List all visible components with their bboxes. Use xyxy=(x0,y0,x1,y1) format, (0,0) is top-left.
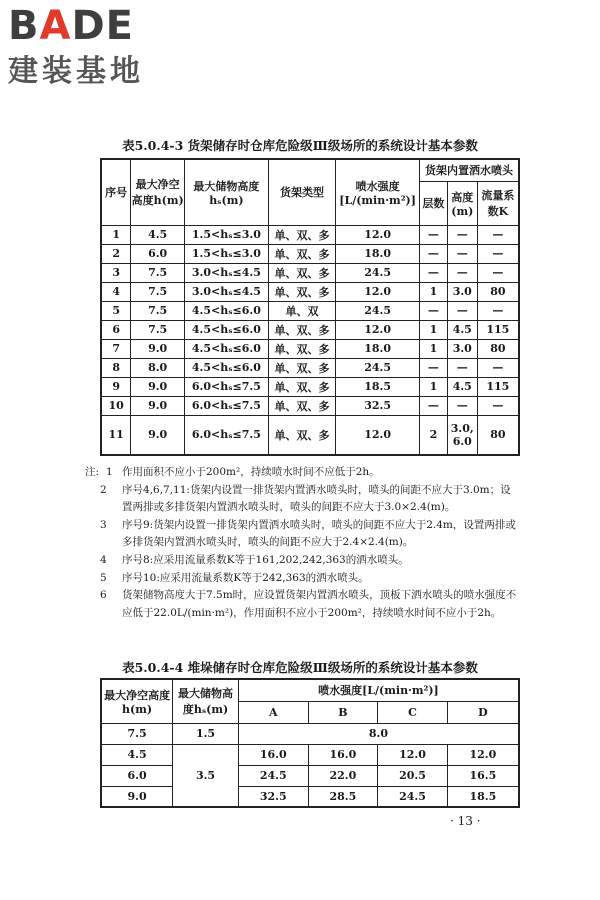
header-k-factor: 流量系数K xyxy=(477,181,519,225)
cell: 9.0 xyxy=(131,415,185,455)
cell: 12.0 xyxy=(336,282,420,301)
table-row xyxy=(101,244,519,263)
cell: — xyxy=(477,244,519,263)
table-row xyxy=(101,744,519,765)
header-rack-type: 货架类型 xyxy=(268,159,335,225)
notes-label: 注: xyxy=(85,466,100,478)
table-row xyxy=(101,225,519,244)
cell: 单、双、多 xyxy=(268,282,335,301)
cell: — xyxy=(420,225,448,244)
cell: — xyxy=(447,225,477,244)
cell: — xyxy=(447,263,477,282)
t2-header-clear-height: 最大净空高度h(m) xyxy=(101,679,173,723)
cell: 2 xyxy=(420,415,448,455)
table-row xyxy=(101,358,519,377)
cell: 6 xyxy=(101,320,131,339)
cell: 11 xyxy=(101,415,131,455)
table-row xyxy=(101,765,519,786)
cell: 16.0 xyxy=(308,744,378,765)
cell: 3.5 xyxy=(173,744,239,807)
cell: 16.5 xyxy=(447,765,519,786)
cell: 1 xyxy=(101,225,131,244)
note-number: 6 xyxy=(100,589,107,602)
cell: 9 xyxy=(101,377,131,396)
cell: 单、双、多 xyxy=(268,320,335,339)
cell: 24.5 xyxy=(336,263,420,282)
note-text: 序号10:应采用流量系数K等于242,363的洒水喷头。 xyxy=(122,571,369,584)
cell: 9.0 xyxy=(131,377,185,396)
cell: 18.0 xyxy=(336,244,420,263)
table-row xyxy=(101,263,519,282)
cell: 6.0<hₛ≤7.5 xyxy=(184,415,268,455)
cell: 12.0 xyxy=(378,744,448,765)
cell: 115 xyxy=(477,320,519,339)
cell: — xyxy=(420,358,448,377)
cell: 10 xyxy=(101,396,131,415)
cell: 4.5<hₛ≤6.0 xyxy=(184,339,268,358)
cell: 4.5 xyxy=(447,320,477,339)
table-row xyxy=(101,301,519,320)
cell: 3.0<hₛ≤4.5 xyxy=(184,282,268,301)
cell: 9.0 xyxy=(131,339,185,358)
note-text: 货架储物高度大于7.5m时，应设置货架内置洒水喷头，顶板下洒水喷头的喷水强度不应低于22.0L/(min·m²)，作用面积不应小于200m²，持续喷水时间不应小于2h。 xyxy=(122,589,517,619)
cell: 80 xyxy=(477,282,519,301)
cell: 1.5<hₛ≤3.0 xyxy=(184,225,268,244)
header-in-rack-sprinkler: 货架内置洒水喷头 xyxy=(420,159,519,181)
cell: 6.0<hₛ≤7.5 xyxy=(184,396,268,415)
cell: 单、双、多 xyxy=(268,225,335,244)
cell: — xyxy=(420,263,448,282)
logo-wordmark: BADE xyxy=(8,3,134,49)
cell: 单、双、多 xyxy=(268,396,335,415)
cell: 单、双、多 xyxy=(268,415,335,455)
cell: 3 xyxy=(101,263,131,282)
cell: — xyxy=(420,244,448,263)
cell: 7 xyxy=(101,339,131,358)
cell: 6.0 xyxy=(131,244,185,263)
cell: 16.0 xyxy=(238,744,308,765)
cell: 8.0 xyxy=(131,358,185,377)
note-item xyxy=(85,464,520,482)
cell: 单、双、多 xyxy=(268,263,335,282)
cell: — xyxy=(477,396,519,415)
cell: — xyxy=(477,225,519,244)
cell: 6.0 xyxy=(101,765,173,786)
note-text: 作用面积不应小于200m²，持续喷水时间不应低于2h。 xyxy=(122,466,380,478)
cell: 单、双、多 xyxy=(268,339,335,358)
note-item xyxy=(100,517,520,552)
cell: — xyxy=(477,263,519,282)
cell: 12.0 xyxy=(336,320,420,339)
cell: 1 xyxy=(420,339,448,358)
cell: 1.5<hₛ≤3.0 xyxy=(184,244,268,263)
cell: 18.0 xyxy=(336,339,420,358)
note-number: 5 xyxy=(100,571,107,584)
cell: 3.0<hₛ≤4.5 xyxy=(184,263,268,282)
note-number: 3 xyxy=(100,518,107,531)
rack-storage-table xyxy=(100,158,520,456)
cell: 3.0 xyxy=(447,282,477,301)
cell: — xyxy=(447,396,477,415)
header-layers: 层数 xyxy=(420,181,448,225)
t2-header-a: A xyxy=(238,701,308,723)
cell: 20.5 xyxy=(378,765,448,786)
cell: — xyxy=(447,244,477,263)
note-text: 序号4,6,7,11:货架内设置一排货架内置洒水喷头时，喷头的间距不应大于3.0m；设置两排或多排货架内置洒水喷头时，喷头的间距不应大于3.0×2.4(m)。 xyxy=(122,483,511,514)
cell: 7.5 xyxy=(131,282,185,301)
cell: 2 xyxy=(101,244,131,263)
cell: — xyxy=(420,396,448,415)
cell: 115 xyxy=(477,377,519,396)
note-number: 2 xyxy=(100,483,107,496)
cell: 1.5 xyxy=(173,723,239,744)
table-row xyxy=(101,282,519,301)
note-number: 1 xyxy=(106,466,113,478)
cell: 24.5 xyxy=(336,358,420,377)
note-item xyxy=(100,570,520,588)
header-intensity: 喷水强度[L/(min·m²)] xyxy=(336,159,420,225)
cell: 9.0 xyxy=(101,786,173,807)
cell: 4.5 xyxy=(131,225,185,244)
cell: 80 xyxy=(477,415,519,455)
cell: 6.0<hₛ≤7.5 xyxy=(184,377,268,396)
cell: — xyxy=(477,358,519,377)
cell: 4.5 xyxy=(101,744,173,765)
cell: 单、双 xyxy=(268,301,335,320)
t2-header-d: D xyxy=(447,701,519,723)
cell: 1 xyxy=(420,320,448,339)
cell: 3.0, 6.0 xyxy=(447,415,477,455)
table-row xyxy=(101,320,519,339)
cell: 18.5 xyxy=(336,377,420,396)
t2-header-intensity: 喷水强度[L/(min·m²)] xyxy=(238,679,519,701)
note-text: 序号9:货架内设置一排货架内置洒水喷头时，喷头的间距不应大于2.4m，设置两排或多排货架内置洒水喷头时，喷头的间距不应大于2.4×2.4(m)。 xyxy=(122,518,516,549)
cell: 32.5 xyxy=(336,396,420,415)
table2-caption: 表5.0.4-4 堆垛储存时仓库危险级Ⅲ级场所的系统设计基本参数 xyxy=(122,660,478,675)
cell: 8 xyxy=(101,358,131,377)
cell: — xyxy=(447,301,477,320)
cell: 8.0 xyxy=(238,723,519,744)
cell: 3.0 xyxy=(447,339,477,358)
bade-logo xyxy=(8,4,144,90)
t2-header-b: B xyxy=(308,701,378,723)
cell: 4.5 xyxy=(447,377,477,396)
t2-header-c: C xyxy=(378,701,448,723)
header-storage-height: 最大储物高度hₛ(m) xyxy=(184,159,268,225)
table1-caption: 表5.0.4-3 货架储存时仓库危险级Ⅲ级场所的系统设计基本参数 xyxy=(122,138,478,153)
note-number: 4 xyxy=(100,553,107,566)
cell: 1 xyxy=(420,377,448,396)
note-item xyxy=(100,587,520,622)
cell: 5 xyxy=(101,301,131,320)
table-row xyxy=(101,396,519,415)
page-number: · 13 · xyxy=(450,814,481,828)
cell: 单、双、多 xyxy=(268,358,335,377)
cell: 24.5 xyxy=(378,786,448,807)
cell: 18.5 xyxy=(447,786,519,807)
table-row xyxy=(101,415,519,455)
table-row xyxy=(101,786,519,807)
cell: 32.5 xyxy=(238,786,308,807)
cell: — xyxy=(477,301,519,320)
cell: 单、双、多 xyxy=(268,244,335,263)
header-seq: 序号 xyxy=(101,159,131,225)
t2-header-storage-height: 最大储物高度hₛ(m) xyxy=(173,679,239,723)
cell: 7.5 xyxy=(101,723,173,744)
cell: 4.5<hₛ≤6.0 xyxy=(184,301,268,320)
cell: 4.5<hₛ≤6.0 xyxy=(184,358,268,377)
table-row xyxy=(101,723,519,744)
cell: — xyxy=(447,358,477,377)
cell: 12.0 xyxy=(447,744,519,765)
cell: 4 xyxy=(101,282,131,301)
cell: 24.5 xyxy=(238,765,308,786)
note-item xyxy=(100,552,520,570)
header-clear-height: 最大净空高度h(m) xyxy=(131,159,185,225)
cell: 7.5 xyxy=(131,301,185,320)
table-row xyxy=(101,339,519,358)
cell: 1 xyxy=(420,282,448,301)
note-text: 序号8:应采用流量系数K等于161,202,242,363的洒水喷头。 xyxy=(122,553,409,566)
logo-subtitle: 建装基地 xyxy=(8,54,144,89)
cell: 80 xyxy=(477,339,519,358)
stack-storage-table xyxy=(100,678,520,808)
cell: 单、双、多 xyxy=(268,377,335,396)
cell: 28.5 xyxy=(308,786,378,807)
cell: 22.0 xyxy=(308,765,378,786)
cell: 12.0 xyxy=(336,415,420,455)
table-row xyxy=(101,377,519,396)
cell: 4.5<hₛ≤6.0 xyxy=(184,320,268,339)
note-item xyxy=(100,482,520,517)
cell: 24.5 xyxy=(336,301,420,320)
cell: 7.5 xyxy=(131,320,185,339)
cell: 9.0 xyxy=(131,396,185,415)
cell: 7.5 xyxy=(131,263,185,282)
table1-notes xyxy=(85,464,520,622)
cell: — xyxy=(420,301,448,320)
cell: 12.0 xyxy=(336,225,420,244)
header-height: 高度(m) xyxy=(447,181,477,225)
